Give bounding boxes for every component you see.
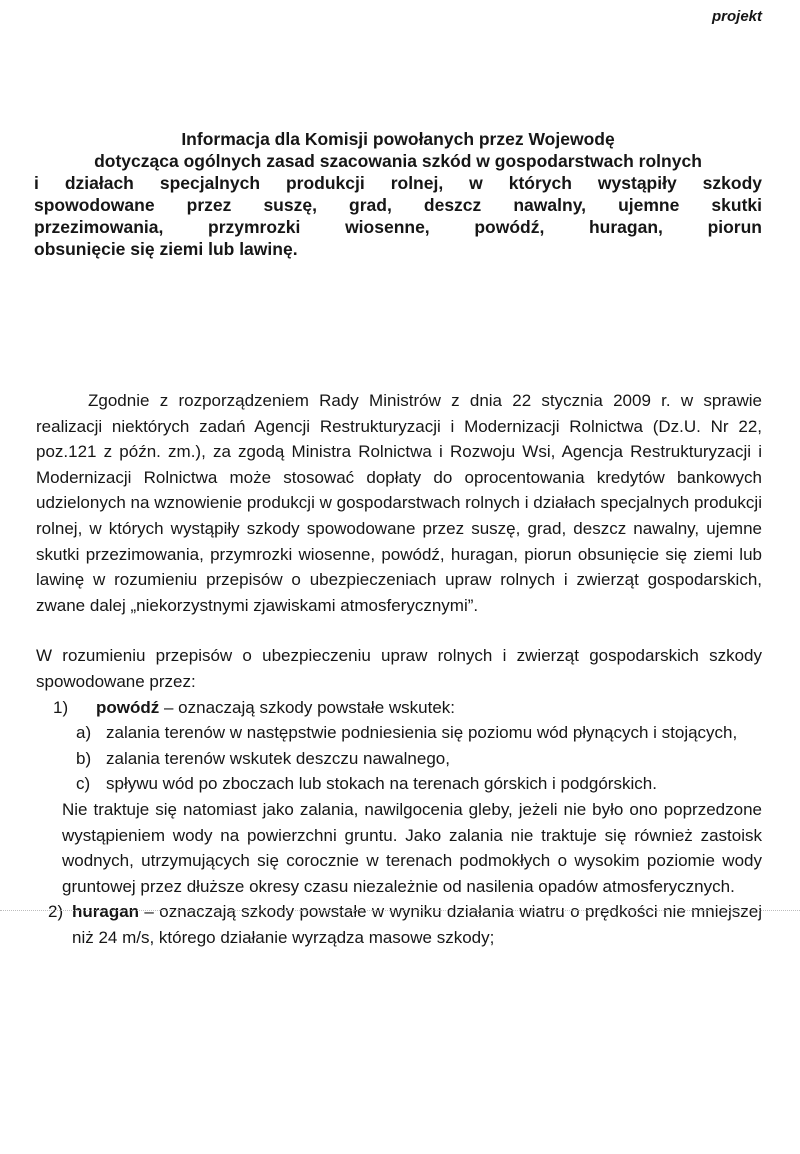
sub-text: zalania terenów w następstwie podniesienia się poziomu wód płynących i stojących, — [106, 723, 738, 743]
sub-item-a — [36, 720, 762, 746]
sub-letter: a) — [76, 723, 92, 743]
document-title — [34, 128, 762, 260]
flood-note: Nie traktuje się natomiast jako zalania, nawilgocenia gleby, jeżeli nie było ono poprzedzone wystąpieniem wody na powierzchni gruntu. Jako zalania nie traktuje się również zastoisk wodnych, utrzymujących się corocznie w terenach podmokłych o wysokim poziomie wody gruntowej przez dłuższe okresy czasu niezależnie od nasilenia opadów atmosferycznych. — [62, 799, 762, 896]
term-definition: – oznaczają szkody powstałe wskutek: — [159, 697, 456, 717]
spacer — [36, 618, 762, 643]
definition-intro: W rozumieniu przepisów o ubezpieczeniu upraw rolnych i zwierząt gospodarskich szkody spowodowane przez: — [36, 646, 762, 691]
sub-item-b — [36, 746, 762, 772]
list-number: 2) — [48, 902, 64, 922]
title-line: spowodowane przez suszę, grad, deszcz nawalny, ujemne skutki — [34, 195, 762, 215]
intro-paragraph-text: Zgodnie z rozporządzeniem Rady Ministrów z dnia 22 stycznia 2009 r. w sprawie realizacji niektórych zadań Agencji Restrukturyzacji i Modernizacji Rolnictwa (Dz.U. Nr 22, poz.121 z późn. zm.), za zgodą Ministra Rolnictwa i Rozwoju Wsi, Agencja Restrukturyzacji i Modernizacji Rolnictwa może stosować dopłaty do oprocentowania kredytów bankowych udzielonych na wznowienie produkcji w gospodarstwach rolnych i działach specjalnych produkcji rolnej, w których wystąpiły szkody spowodowane przez suszę, grad, deszcz nawalny, ujemne skutki przezimowania, przymrozki wiosenne, powódź, huragan, piorun obsunięcie się ziemi lub lawinę w rozumieniu przepisów o ubezpieczeniach upraw rolnych i zwierząt gospodarskich, zwane dalej „niekorzystnymi zjawiskami atmosferycznymi”. — [36, 391, 762, 615]
title-line: obsunięcie się ziemi lub lawinę. — [34, 239, 298, 259]
draft-label: projekt — [711, 8, 762, 25]
title-line: przezimowania, przymrozki wiosenne, powódź, huragan, piorun — [34, 217, 762, 237]
term-hurricane: huragan — [72, 902, 140, 922]
sub-letter: c) — [76, 774, 91, 794]
title-line: Informacja dla Komisji powołanych przez Wojewodę — [181, 129, 615, 149]
sub-letter: b) — [76, 748, 92, 768]
list-item-hurricane — [36, 899, 762, 950]
intro-paragraph — [36, 388, 762, 618]
sub-text: spływu wód po zboczach lub stokach na terenach górskich i podgórskich. — [106, 774, 657, 794]
sub-text: zalania terenów wskutek deszczu nawalnego, — [106, 748, 450, 768]
document-body — [36, 388, 762, 950]
sub-item-c — [36, 771, 762, 797]
scan-fold-line — [0, 910, 800, 911]
term-flood: powódź — [96, 697, 160, 717]
title-line: dotycząca ogólnych zasad szacowania szkód w gospodarstwach rolnych — [94, 151, 702, 171]
title-line: i działach specjalnych produkcji rolnej, w których wystąpiły szkody — [34, 173, 762, 193]
term-definition: – oznaczają szkody powstałe w wyniku działania wiatru o prędkości nie mniejszej niż 24 m/s, którego działanie wyrządza masowe szkody; — [72, 902, 762, 947]
list-number: 1) — [53, 697, 69, 717]
list-item-flood — [36, 695, 762, 721]
